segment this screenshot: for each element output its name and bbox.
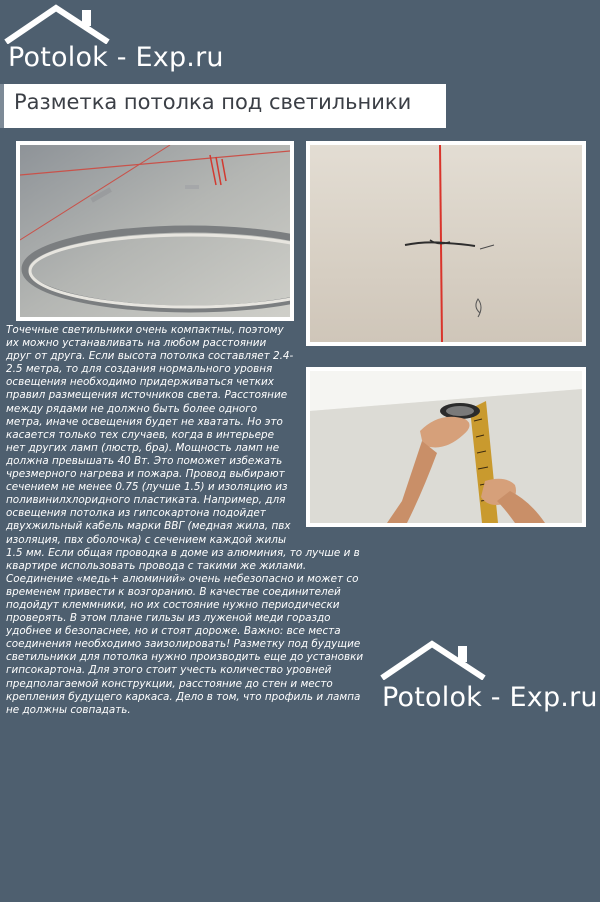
article-body — [6, 324, 590, 902]
site-name: Potolok - Exp.ru — [8, 42, 224, 73]
float-spacer-top — [294, 324, 590, 536]
house-roof-icon — [380, 640, 508, 680]
article-title: Разметка потолка под светильники — [14, 90, 412, 114]
house-roof-icon — [4, 4, 132, 44]
site-logo-top[interactable] — [0, 0, 260, 80]
site-name-bottom: Potolok - Exp.ru — [382, 682, 598, 713]
site-logo-bottom[interactable] — [380, 640, 600, 720]
article-body-text: Точечные светильники очень компактны, поэтому их можно устанавливать на любом расстоянии друг от друга. Если высота потолка составляет 2.4-2.5 метра, то для создания нормального уровня освещения необходимо придерживаться четких правил размещения источников света. Расстояние между рядами не должно быть более одного метра, иначе освещения будет не хватать. Но это касается только тех случаев, когда в интерьере нет других ламп (люстр, бра). Мощность ламп не должна превышать 40 Вт. Это поможет избежать чрезмерного нагрева и пожара. Провод выбирают сечением не менее 0.75 (лучше 1.5) и изоляцию из поливинилхлоридного пластиката. Например, для освещения потолка из гипсокартона подойдет двухжильный кабель марки ВВГ (медная жила, пвх изоляция, пвх оболочка) с сечением каждой жилы 1.5 мм. Если общая проводка в доме из алюминия, то лучше и в квартире использовать провода с такими же жилами. Соединение «медь+ алюминий» очень небезопасно и может со временем привести к возгоранию. В качестве соединителей подойдут клеммники, но их состояние нужно периодически проверять. В этом плане гильзы из луженой меди гораздо удобнее и безопаснее, но и стоят дороже. Важно: все места соединения необходимо заизолировать! Разметку под будущие светильники для потолка нужно производить еще до установки гипсокартона. Для этого стоит учесть количество уровней предполагаемой конструкции, расстояние до стен и место крепления будущего каркаса. Дело в том, что профиль и лампа не должны совпадать. — [6, 324, 364, 716]
photo-ceiling-frame — [16, 141, 294, 321]
article-title-bar — [0, 84, 446, 128]
photo-laser-mark — [306, 141, 586, 346]
ceiling-frame-image — [20, 145, 290, 317]
laser-mark-image — [310, 145, 582, 342]
float-spacer-bottom — [368, 712, 590, 902]
